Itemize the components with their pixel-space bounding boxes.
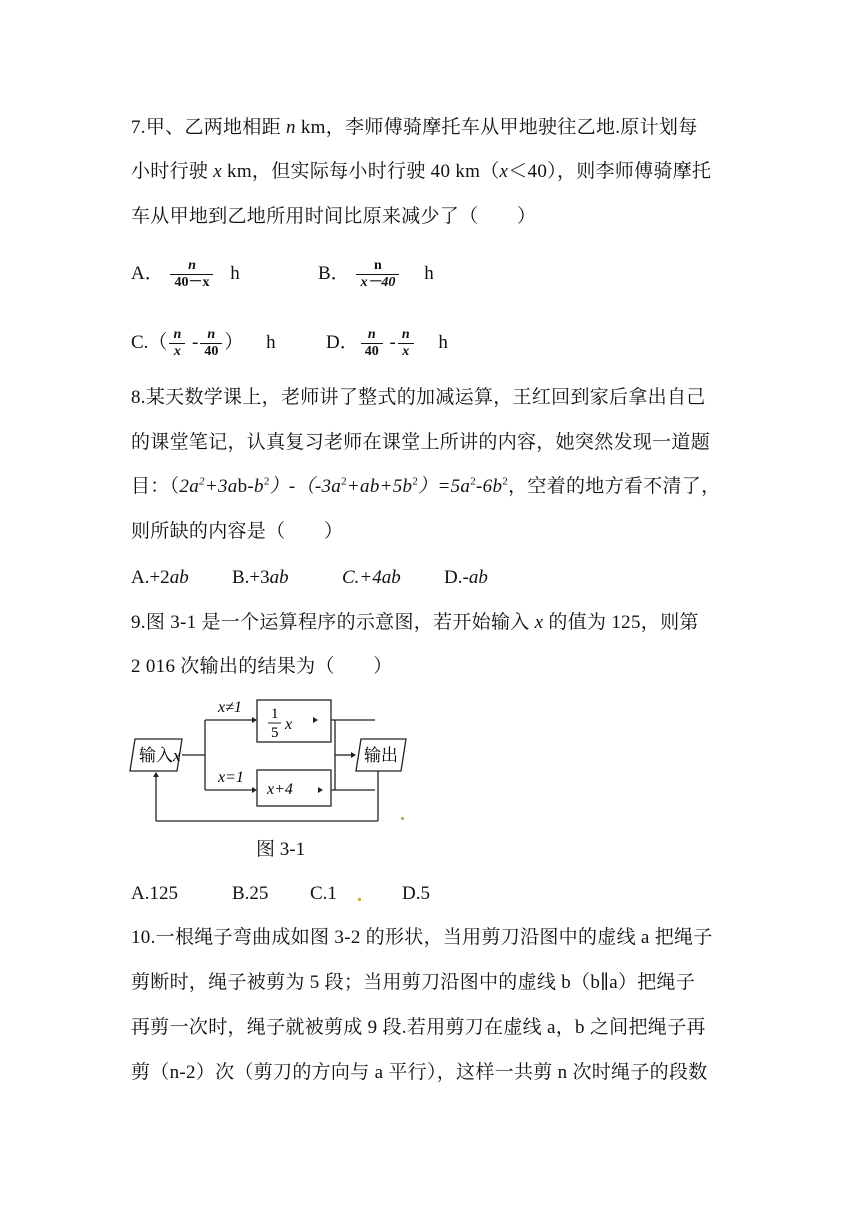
q10-line-2: 剪断时，绳子被剪为 5 段；当用剪刀沿图中的虚线 b（b∥a）把绳子 xyxy=(131,972,696,993)
figure-caption: 图 3-1 xyxy=(256,839,306,860)
q8-option-c: C.+4ab xyxy=(342,567,401,588)
svg-text:1: 1 xyxy=(271,706,279,722)
q9-option-a: A.125 xyxy=(131,883,178,904)
flowchart-box-top xyxy=(257,700,331,742)
q7-option-b-fraction: $\frac{n}{x-40}$ xyxy=(356,258,399,291)
q8-line-3: 目：$(2a^2+3ab-b^2)-(-3a^2+ab+5b^2)=5a^2-6b^2$，空着的地方看不清了， xyxy=(131,475,721,497)
q7-option-d: D． $\frac{n}{40}$ - $\frac{n}{x}$ h xyxy=(326,327,448,359)
q8-line-4: 则所缺的内容是（ ） xyxy=(131,521,344,542)
q7-option-a-fraction: $\frac{n}{40-x}$ xyxy=(170,258,213,291)
q10-line-4: 剪（n-2）次（剪刀的方向与 a 平行），这样一共剪 n 次时绳子的段数 xyxy=(131,1062,708,1083)
q8-option-a: A.+2ab xyxy=(131,567,189,588)
stray-mark xyxy=(401,817,404,820)
q7-option-b: B． $\frac{n}{x-40}$ h xyxy=(318,258,434,290)
flowchart-output-label: 输出 xyxy=(364,746,398,765)
q9-line-1: 9.图 3-1 是一个运算程序的示意图，若开始输入 x 的值为 125，则第 xyxy=(131,612,699,633)
q8-option-b: B.+3ab xyxy=(232,567,289,588)
flowchart-figure xyxy=(125,690,415,830)
q8-line-2: 的课堂笔记，认真复习老师在课堂上所讲的内容，她突然发现一道题 xyxy=(131,432,711,453)
q10-line-1: 10.一根绳子弯曲成如图 3-2 的形状，当用剪刀沿图中的虚线 a 把绳子 xyxy=(131,927,713,948)
flowchart-input-label: 输入x xyxy=(139,746,181,765)
q7-line-3: 车从甲地到乙地所用时间比原来减少了（ ） xyxy=(131,206,537,227)
q8-line-1: 8.某天数学课上，老师讲了整式的加减运算，王红回到家后拿出自己 xyxy=(131,387,706,408)
q7-line-2: 小时行驶 x km，但实际每小时行驶 40 km（x＜40），则李师傅骑摩托 xyxy=(131,161,712,182)
stray-mark xyxy=(358,898,361,901)
q9-option-c: C.1 xyxy=(310,883,337,904)
q7-line-1: 7.甲、乙两地相距 n km，李师傅骑摩托车从甲地驶往乙地.原计划每 xyxy=(131,117,698,138)
flowchart-condition-bottom: x=1 xyxy=(218,769,244,786)
q9-option-b: B.25 xyxy=(232,883,269,904)
svg-text:5: 5 xyxy=(271,725,279,741)
q8-option-d: D.-ab xyxy=(444,567,488,588)
q9-option-d: D.5 xyxy=(402,883,430,904)
flowchart-condition-top: x≠1 xyxy=(218,699,242,716)
q7-option-a: A． $\frac{n}{40-x}$ h xyxy=(131,258,240,290)
q10-line-3: 再剪一次时，绳子就被剪成 9 段.若用剪刀在虚线 a，b 之间把绳子再 xyxy=(131,1017,706,1038)
q9-line-2: 2 016 次输出的结果为（ ） xyxy=(131,656,393,677)
svg-text:x: x xyxy=(285,716,293,733)
q7-option-c: C.（ $\frac{n}{x}$ - $\frac{n}{40}$ ） h xyxy=(131,327,276,359)
svg-text:x+4: x+4 xyxy=(267,781,293,798)
